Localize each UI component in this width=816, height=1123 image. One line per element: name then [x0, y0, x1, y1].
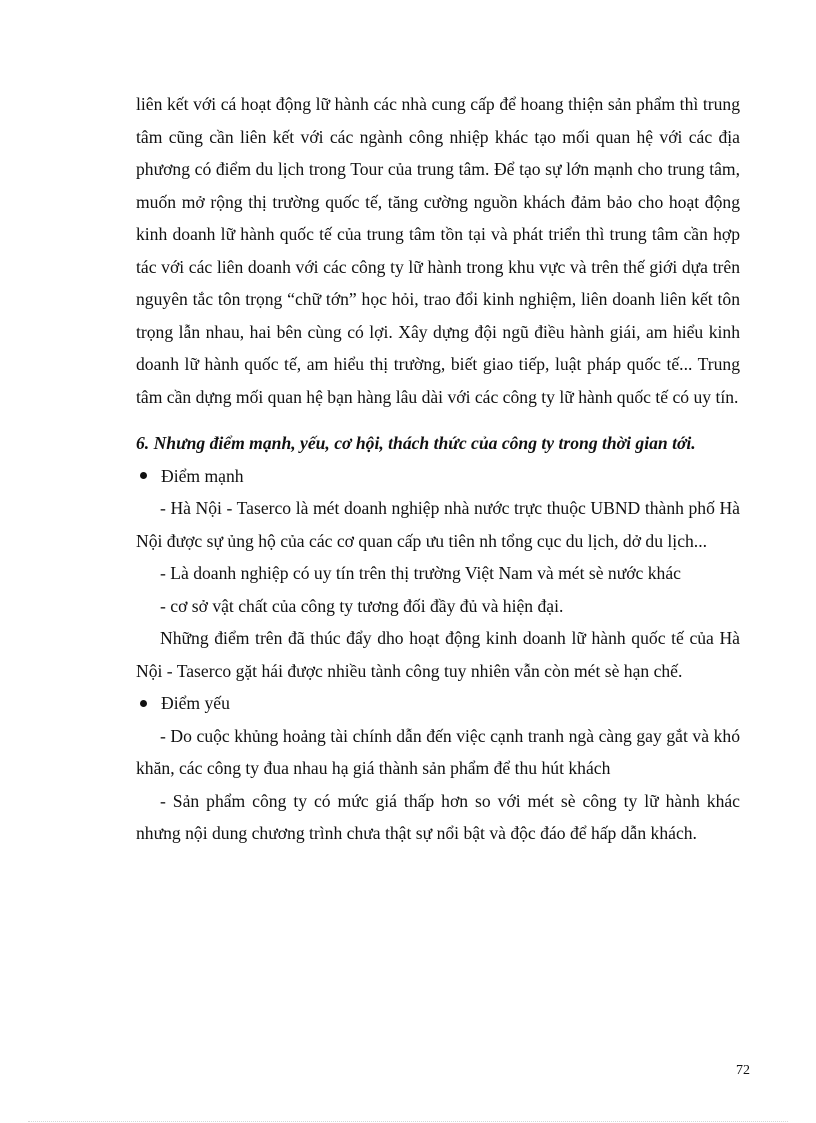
weaknesses-bullet	[136, 687, 740, 720]
strengths-label: Điểm mạnh	[161, 465, 244, 486]
page-content	[136, 88, 740, 850]
strength-item: - Là doanh nghiệp có uy tín trên thị trường Việt Nam và mét sè nước khác	[160, 563, 681, 583]
body-paragraph-cooperation: liên kết với cá hoạt động lữ hành các nhà cung cấp để hoang thiện sản phẩm thì trung tâm cũng cần liên kết với các ngành công nhiệp khác tạo mối quan hệ với các địa phương có điểm du lịch trong Tour của trung tâm. Để tạo sự lớn mạnh cho trung tâm, muốn mở rộng thị trường quốc tế, tăng cường nguồn khách đảm bảo cho hoạt động kinh doanh lữ hành quốc tế của trung tâm tồn tại và phát triển thì trung tâm cần hợp tác với các liên doanh với các công ty lữ hành trong khu vực và trên thế giới dựa trên nguyên tắc tôn trọng “chữ tớn” học hỏi, trao đổi kinh nghiệm, liên doanh liên kết tôn trọng lẫn nhau, hai bên cùng có lợi. Xây dựng đội ngũ điều hành giái, am hiểu kinh doanh lữ hành quốc tế, am hiểu thị trường, biết giao tiếp, luật pháp quốc tế... Trung tâm cần dựng mối quan hệ bạn hàng lâu dài với các công ty lữ hành quốc tế có uy tín.	[136, 94, 740, 407]
strengths-bullet	[136, 460, 740, 493]
weakness-item: - Do cuộc khủng hoảng tài chính dẫn đến việc cạnh tranh ngà càng gay gắt và khó khăn, các công ty đua nhau hạ giá thành sản phẩm để thu hút khách	[136, 725, 740, 778]
strength-summary: Những điểm trên đã thúc đẩy dho hoạt động kinh doanh lữ hành quốc tế của Hà Nội - Taserco gặt hái được nhiều tành công tuy nhiên vẫn còn mét sè hạn chế.	[136, 628, 740, 681]
footer-dotted-rule	[28, 1121, 788, 1122]
page-number: 72	[736, 1063, 750, 1078]
section-heading: 6. Nhưng điểm mạnh, yếu, cơ hội, thách thức của công ty trong thời gian tới.	[136, 433, 696, 453]
weaknesses-label: Điểm yếu	[161, 693, 230, 713]
weakness-item: - Sản phẩm công ty có mức giá thấp hơn so với mét sè công ty lữ hành khác nhưng nội dung chương trình chưa thật sự nổi bật và độc đáo để hấp dẫn khách.	[136, 790, 740, 843]
bullet-dot-icon	[140, 472, 147, 479]
strength-item: - cơ sở vật chất của công ty tương đối đầy đủ và hiện đại.	[160, 595, 564, 616]
bullet-dot-icon	[140, 700, 147, 707]
strength-item: - Hà Nội - Taserco là mét doanh nghiệp nhà nước trực thuộc UBND thành phố Hà Nội được sự ủng hộ của các cơ quan cấp ưu tiên nh tổng cục du lịch, dở du lịch...	[136, 498, 740, 551]
